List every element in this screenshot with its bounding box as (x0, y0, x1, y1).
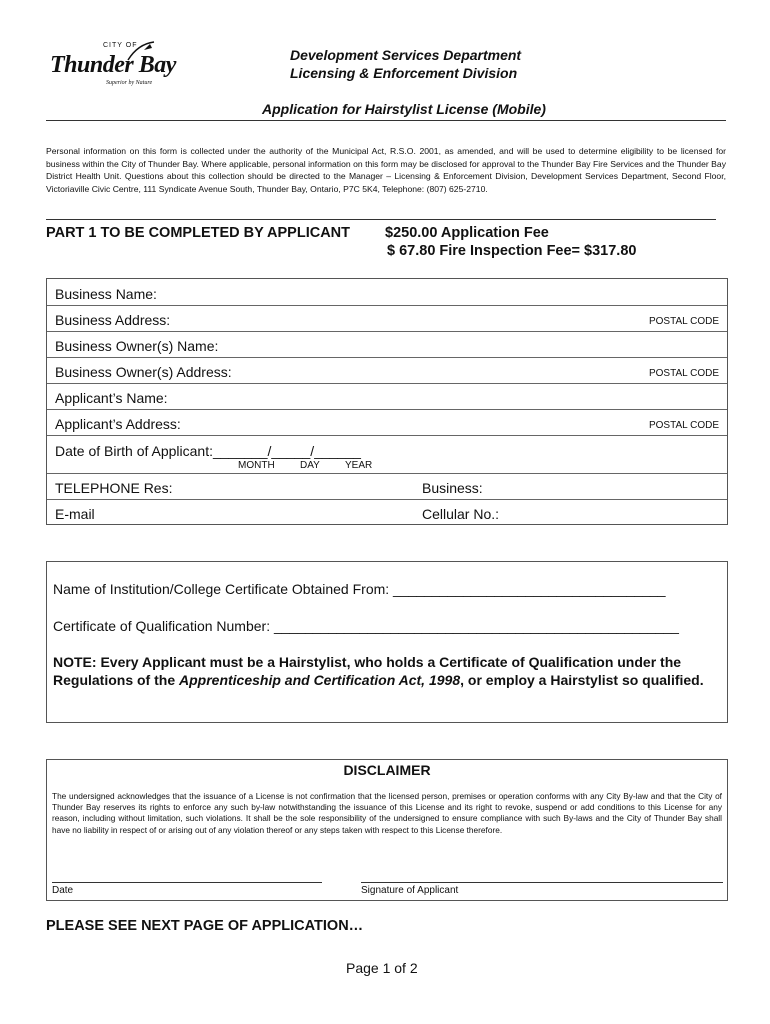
logo-tagline: Superior by Nature (106, 80, 153, 86)
owner-address-label: Business Owner(s) Address: (55, 364, 232, 380)
disclaimer-text: The undersigned acknowledges that the issuance of a License is not confirmation that the licensed person, premises or operation conforms with any City By-law and that the City of Thunder Bay reserves its rights to enforce any such by-law notwithstanding the issuance of this License and its right to revoke, suspend or add conditions to this License for any reason, including without limitation, such violations. It shall be the sole responsibility of the undersigned to ensure compliance with such By-laws and the City of Thunder Bay shall have no liability in respect of or arising out of any violation thereof or any steps taken with respect to this License therefore. (52, 791, 722, 835)
date-label: Date (52, 885, 74, 896)
dob-label: Date of Birth of Applicant:_______/_____/______ (55, 443, 361, 459)
owner-name-row[interactable] (47, 331, 727, 358)
certificate-number-field[interactable]: Certificate of Qualification Number: ____________________________________________________ (53, 618, 679, 634)
disclaimer-title: DISCLAIMER (343, 762, 431, 778)
telephone-label: TELEPHONE Res: (55, 480, 173, 496)
disclaimer-box (46, 759, 728, 901)
part1-heading: PART 1 TO BE COMPLETED BY APPLICANT (46, 225, 350, 241)
month-label: MONTH (238, 460, 275, 471)
business-phone-label: Business: (422, 480, 483, 496)
logo-name: Thunder Bay (50, 52, 176, 78)
postal-code-label: POSTAL CODE (648, 420, 719, 431)
next-page-notice: PLEASE SEE NEXT PAGE OF APPLICATION… (46, 918, 364, 934)
date-line[interactable] (52, 882, 322, 883)
applicant-address-label: Applicant’s Address: (55, 416, 181, 432)
hairstylist-note (53, 653, 721, 689)
postal-code-label: POSTAL CODE (648, 368, 719, 379)
note-text-a: NOTE: Every Applicant must be a Hairstylist, who holds a Certificate of Qualification under the Regulations of the (53, 654, 682, 688)
note-act-name: Apprenticeship and Certification Act, 1998 (179, 672, 461, 688)
owner-name-label: Business Owner(s) Name: (55, 338, 219, 354)
business-name-label: Business Name: (55, 286, 157, 302)
business-address-row[interactable] (47, 305, 727, 332)
applicant-name-label: Applicant’s Name: (55, 390, 168, 406)
certificate-box (46, 561, 728, 723)
business-name-row[interactable] (47, 279, 727, 306)
application-fee: $250.00 Application Fee (385, 225, 549, 241)
year-label: YEAR (345, 460, 373, 471)
postal-code-label: POSTAL CODE (648, 316, 719, 327)
applicant-name-row[interactable] (47, 383, 727, 410)
city-logo (48, 42, 193, 92)
dob-row[interactable] (47, 435, 727, 474)
logo-city-text: CITY OF (103, 42, 138, 49)
page-number: Page 1 of 2 (346, 960, 418, 976)
intro-rule (46, 219, 716, 220)
fire-inspection-fee: $ 67.80 Fire Inspection Fee= $317.80 (387, 243, 637, 259)
business-address-label: Business Address: (55, 312, 171, 328)
header-rule (46, 120, 726, 121)
logo-swoosh-icon (126, 40, 156, 62)
applicant-address-row[interactable] (47, 409, 727, 436)
day-label: DAY (300, 460, 320, 471)
form-title: Application for Hairstylist License (Mobile) (262, 101, 546, 117)
note-text-b: , or employ a Hairstylist so qualified. (460, 672, 704, 688)
email-row[interactable] (47, 499, 727, 523)
privacy-notice: Personal information on this form is collected under the authority of the Municipal Act, R.S.O. 2001, as amended, and will be used to determine eligibility to be licensed for business within the City of Thunder Bay. Where applicable, personal information on this form may be disclosed for approval to the Thunder Bay Fire Services and the Thunder Bay District Health Unit. Questions about this collection should be directed to the Manager – Licensing & Enforcement Division, Development Services Department, Second Floor, Victoriaville Civic Centre, 111 Syndicate Avenue South, Thunder Bay, Ontario, P7C 5K4, Telephone: (807) 625-2710. (46, 146, 726, 194)
signature-label: Signature of Applicant (361, 885, 459, 896)
owner-address-row[interactable] (47, 357, 727, 384)
institution-field[interactable]: Name of Institution/College Certificate Obtained From: ___________________________________ (53, 581, 666, 597)
email-label: E-mail (55, 506, 95, 522)
dept-title: Development Services Department (290, 47, 522, 63)
cellular-label: Cellular No.: (422, 506, 500, 522)
telephone-row[interactable] (47, 473, 727, 500)
applicant-info-box (46, 278, 728, 525)
division-title: Licensing & Enforcement Division (290, 65, 518, 81)
signature-line[interactable] (361, 882, 723, 883)
